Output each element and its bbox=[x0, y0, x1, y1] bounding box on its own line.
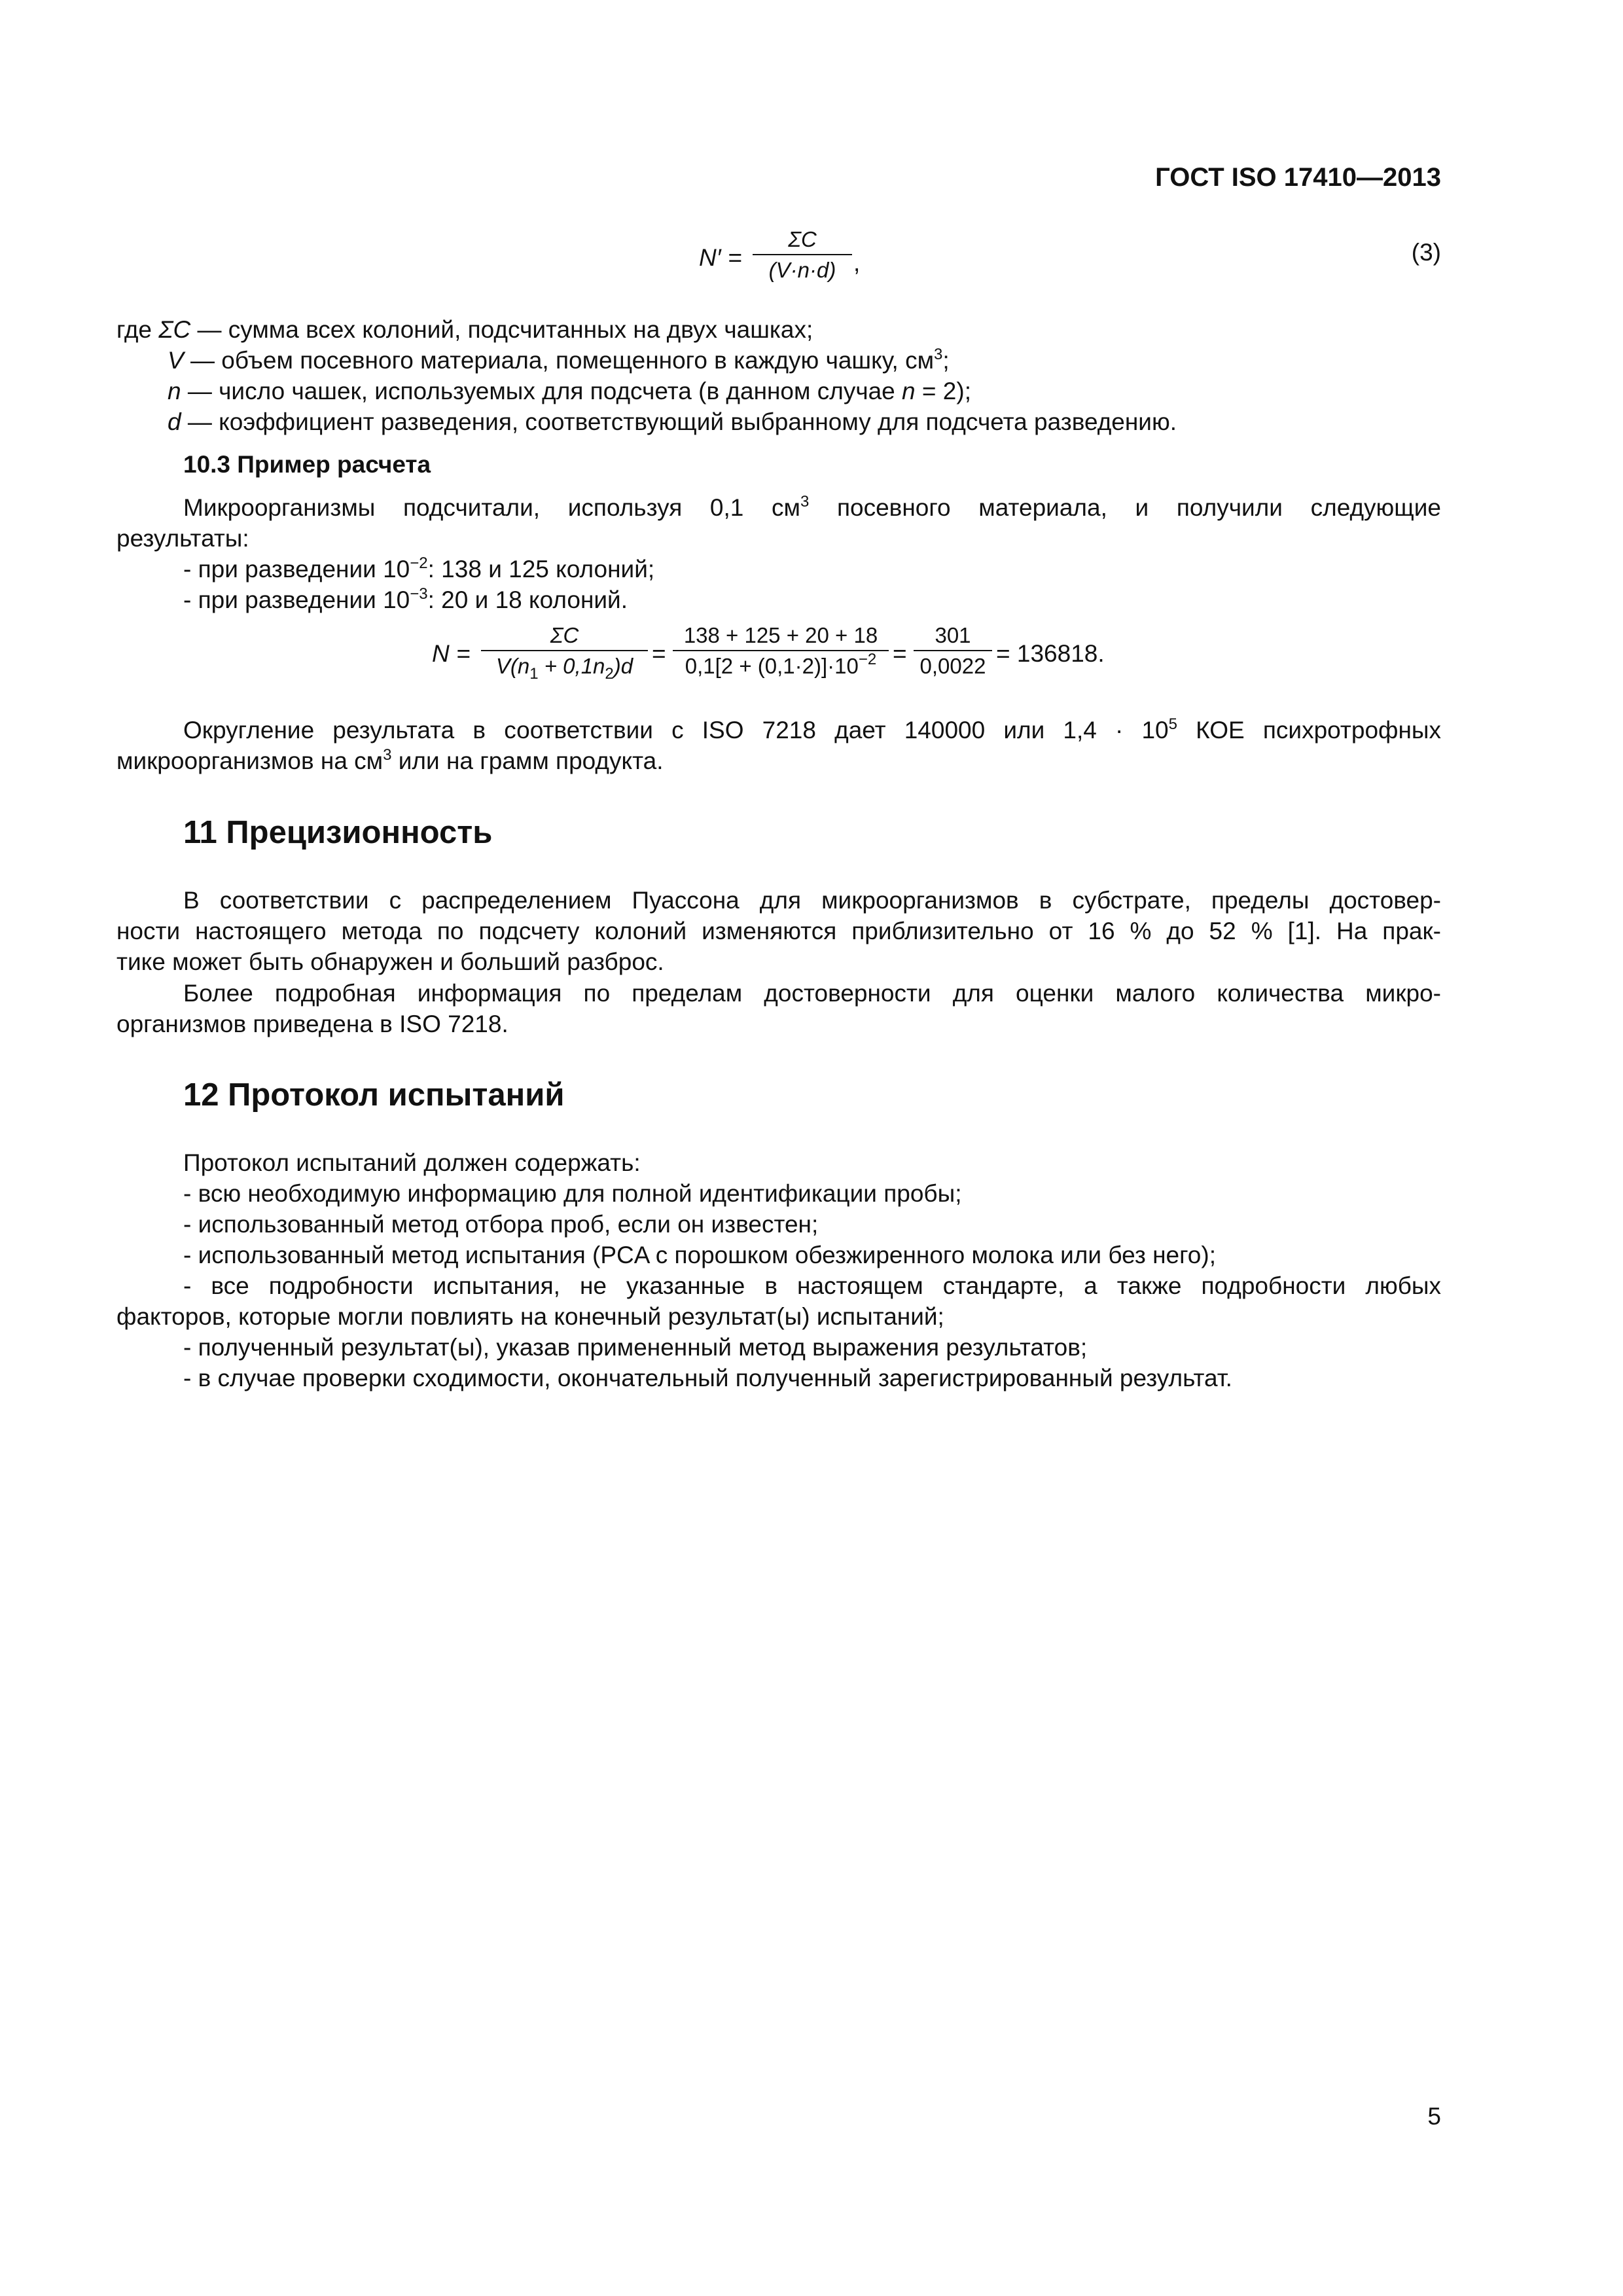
protocol-bullet-6: - в случае проверки сходимости, окончательный полученный зарегистрированный результат. bbox=[183, 1365, 1232, 1391]
calc-formula-lhs: N = bbox=[432, 640, 471, 667]
page-number: 5 bbox=[1427, 2103, 1441, 2130]
calc-bullet-1: - при разведении $10^{-2}$: 138 и 125 колоний; bbox=[183, 554, 655, 583]
protocol-bullet-2: - использованный метод отбора проб, если он известен; bbox=[183, 1211, 819, 1238]
fraction-bar bbox=[673, 650, 889, 651]
where-line-3: n — число чашек, используемых для подсчета (в данном случае n = 2); bbox=[168, 378, 971, 404]
protocol-bullet-5: - полученный результат(ы), указав примененный метод выражения результатов; bbox=[183, 1334, 1088, 1361]
where-line-2: V — объем посевного материала, помещенного в каждую чашку, $см^3$; bbox=[168, 346, 950, 374]
calc-fraction-3: 301 0,0022 bbox=[914, 622, 992, 679]
calc-fraction-2: 138 + 125 + 20 + 18 $0,1[2 + (0,1\cdot 2)]\cdot 10^{-2}$ bbox=[673, 622, 889, 679]
calc-result: = 136818. bbox=[996, 640, 1105, 667]
formula-3-trailing: , bbox=[853, 249, 861, 276]
rounding-paragraph: Округление результата в соответствии с ISO 7218 дает 140000 или $1,4 \cdot 10^5$ КОЕ психротрофных микроорганизмов на $см^3$ или на грамм продукта. bbox=[116, 715, 1441, 774]
protocol-bullet-4: - все подробности испытания, не указанные в настоящем стандарте, а также подробности любых факторов, которые могли повлиять на конечный результат(ы) испытаний; bbox=[116, 1272, 1441, 1330]
formula-3-number: (3) bbox=[1411, 239, 1441, 266]
precision-paragraph-1: В соответствии с распределением Пуассона для микроорганизмов в субстрате, пределы достовер- ности настоящего метода по подсчету колоний изменяются приблизительно от 16 % до 52 % [1]. На прак- тике может быть обнаружен и больший разброс. bbox=[116, 887, 1441, 975]
document-id: ГОСТ ISO 17410—2013 bbox=[1155, 163, 1441, 192]
formula-3-fraction bbox=[753, 226, 852, 283]
formula-3-numerator: ΣC bbox=[788, 227, 817, 251]
subsection-10-3-heading: 10.3 Пример расчета bbox=[183, 451, 431, 478]
section-12-heading: 12 Протокол испытаний bbox=[183, 1077, 565, 1113]
formula-3-denominator: (V·n·d) bbox=[768, 258, 836, 282]
calc-bullet-2: - при разведении $10^{-3}$: 20 и 18 колоний. bbox=[183, 585, 628, 613]
fraction-bar bbox=[914, 650, 992, 651]
protocol-intro: Протокол испытаний должен содержать: bbox=[183, 1149, 641, 1176]
calc-fraction-1: ΣC $V(n_1 + 0,1n_2)d$ bbox=[481, 622, 648, 679]
formula-3-lhs: N′ = bbox=[699, 244, 742, 271]
calc-intro-paragraph: Микроорганизмы подсчитали, используя 0,1 $см^3$ посевного материала, и получили следующие результаты: bbox=[116, 493, 1441, 552]
protocol-bullet-3: - использованный метод испытания (PCA с порошком обезжиренного молока или без него); bbox=[183, 1242, 1216, 1268]
calc-eq-2: = bbox=[893, 640, 907, 667]
fraction-bar bbox=[753, 254, 852, 255]
calc-eq-1: = bbox=[652, 640, 666, 667]
where-line-1: где ΣC — сумма всех колоний, подсчитанных на двух чашках; bbox=[116, 316, 813, 343]
precision-paragraph-2: Более подробная информация по пределам достоверности для оценки малого количества микро- организмов приведена в ISO 7218. bbox=[116, 980, 1441, 1037]
where-line-4: d — коэффициент разведения, соответствующий выбранному для подсчета разведению. bbox=[168, 408, 1177, 435]
protocol-bullet-1: - всю необходимую информацию для полной идентификации пробы; bbox=[183, 1180, 962, 1207]
section-11-heading: 11 Прецизионность bbox=[183, 815, 493, 850]
fraction-bar bbox=[481, 650, 648, 651]
